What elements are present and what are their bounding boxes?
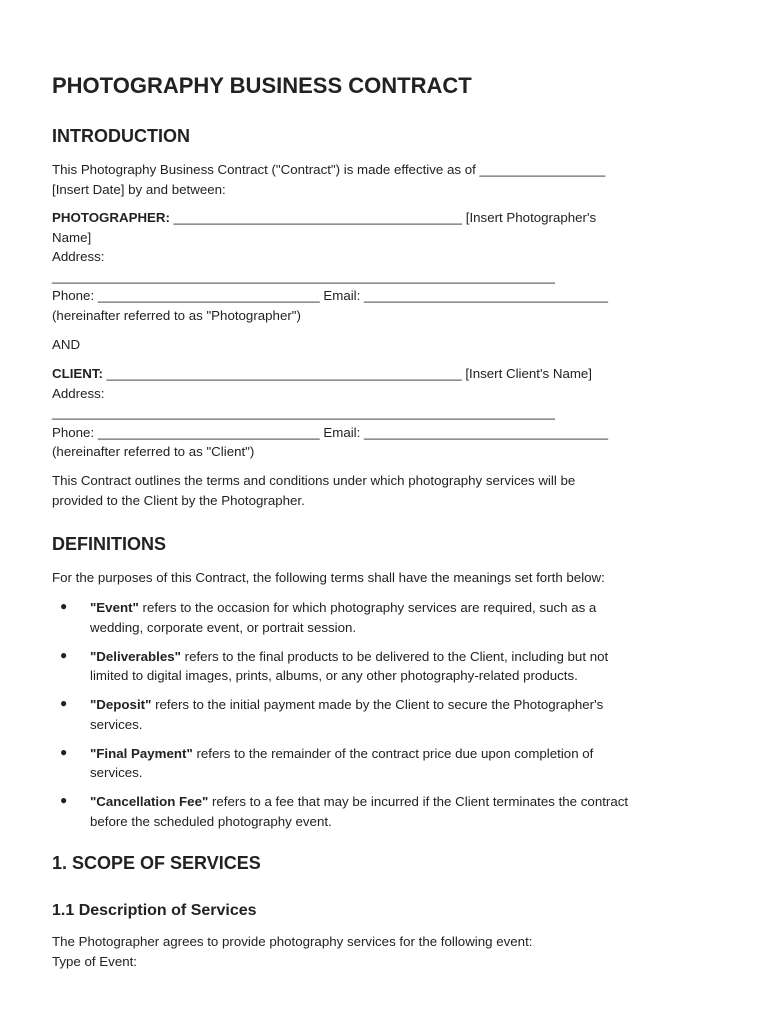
definitions-heading: DEFINITIONS: [52, 534, 167, 554]
definition-desc-1: refers to the final products to be delivered to the Client, including but not: [180, 648, 609, 664]
outline-line-2: provided to the Client by the Photographer.: [52, 492, 305, 508]
definition-term: "Event": [90, 600, 139, 615]
photographer-block: [52, 208, 608, 325]
introduction-heading: INTRODUCTION: [52, 126, 190, 146]
scope-line-1: The Photographer agrees to provide photography services for the following event:: [52, 934, 533, 949]
bullet-icon: ●: [60, 744, 68, 759]
scope-heading: 1. SCOPE OF SERVICES: [52, 853, 261, 873]
definition-text: [90, 744, 722, 783]
bullet-icon: ●: [60, 793, 68, 807]
photographer-address-label: Address:: [52, 249, 105, 264]
definition-term: "Deposit": [90, 697, 152, 712]
scope-line-2: Type of Event:: [52, 953, 138, 969]
outline-paragraph: [52, 471, 575, 510]
definition-text: [90, 598, 722, 637]
definition-desc-2: services.: [90, 716, 143, 732]
definition-term: "Final Payment": [90, 745, 193, 761]
intro-line-1: This Photography Business Contract ("Contract") is made effective as of _________________: [52, 162, 606, 177]
definition-desc-2: before the scheduled photography event.: [90, 813, 332, 829]
scope-paragraph: [52, 932, 532, 971]
photographer-phone-email: Phone: ______________________________ Email: _________________________________: [52, 288, 609, 303]
document-title: PHOTOGRAPHY BUSINESS CONTRACT: [52, 73, 472, 98]
client-label: CLIENT:: [52, 366, 103, 381]
bullet-icon: ●: [60, 647, 68, 662]
bullet-icon: ●: [60, 599, 68, 613]
and-separator: AND: [52, 337, 81, 352]
definition-desc-1: refers to a fee that may be incurred if the Client terminates the contract: [208, 794, 629, 809]
bullet-icon: ●: [60, 696, 68, 710]
definition-desc-1: refers to the remainder of the contract price due upon completion of: [192, 745, 594, 761]
definition-term: "Deliverables": [90, 648, 181, 664]
definitions-intro: For the purposes of this Contract, the following terms shall have the meanings set forth below:: [52, 570, 605, 585]
photographer-label: PHOTOGRAPHER:: [52, 210, 170, 225]
intro-paragraph: [52, 160, 605, 199]
client-line: [52, 364, 608, 384]
definition-desc-2: wedding, corporate event, or portrait session.: [90, 619, 357, 635]
photographer-reference: (hereinafter referred to as "Photographer"): [52, 307, 301, 323]
client-name-blank: ________________________________________________ [Insert Client's Name]: [102, 366, 593, 381]
client-block: [52, 364, 608, 462]
photographer-line-2: Name]: [52, 229, 92, 245]
definition-desc-1: refers to the occasion for which photography services are required, such as a: [138, 600, 597, 615]
definition-text: [90, 792, 722, 831]
definition-desc-2: limited to digital images, prints, albums, or any other photography-related products.: [90, 668, 578, 683]
definition-desc-1: refers to the initial payment made by the Client to secure the Photographer's: [151, 697, 604, 712]
definition-desc-2: services.: [90, 765, 143, 780]
client-address-blank: ____________________________________________________________________: [52, 405, 555, 420]
outline-line-1: This Contract outlines the terms and conditions under which photography services will be: [52, 473, 576, 488]
client-address-label: Address:: [52, 385, 105, 401]
definition-text: [90, 647, 722, 686]
photographer-address-blank: ____________________________________________________________________: [52, 268, 555, 284]
client-phone-email: Phone: ______________________________ Email: _________________________________: [52, 424, 609, 440]
intro-line-2: [Insert Date] by and between:: [52, 181, 226, 197]
scope-subheading: 1.1 Description of Services: [52, 902, 257, 919]
photographer-name-blank: _______________________________________ [Insert Photographer's: [169, 210, 597, 225]
client-reference: (hereinafter referred to as "Client"): [52, 444, 255, 459]
definition-text: [90, 695, 722, 734]
definition-term: "Cancellation Fee": [90, 794, 209, 809]
photographer-line: [52, 208, 608, 228]
